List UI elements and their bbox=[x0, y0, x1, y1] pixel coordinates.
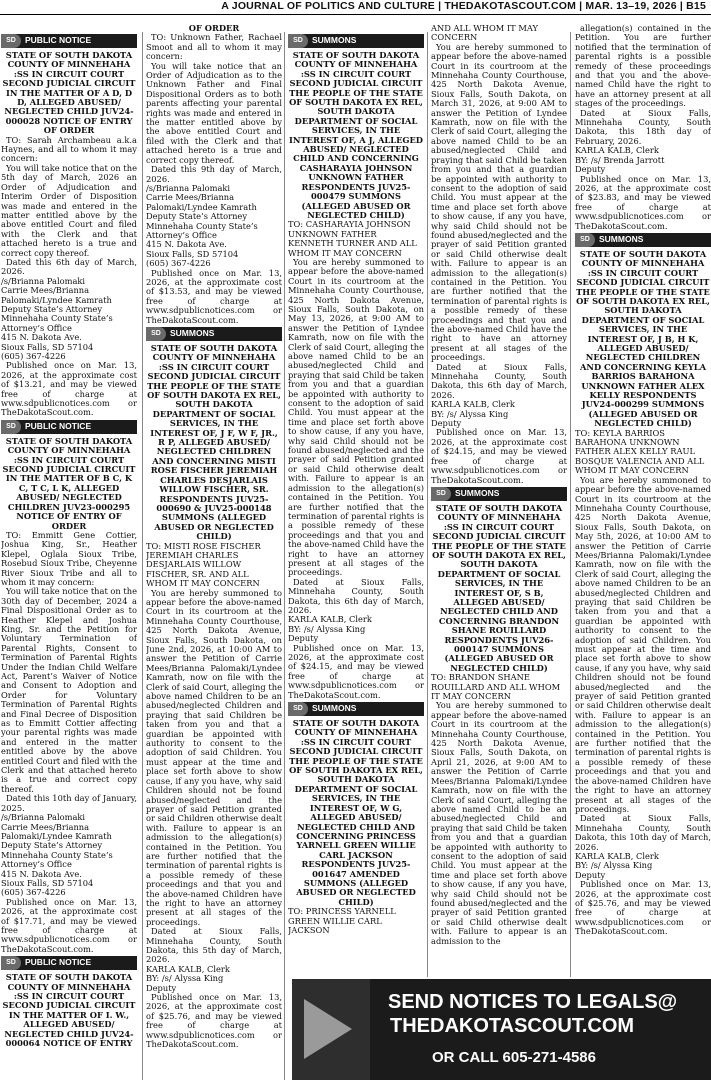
notice-caption: STATE OF SOUTH DAKOTA COUNTY OF MINNEHAHA :SS IN CIRCUIT COURT SECOND JUDICIAL CIRCUIT THE PEOPLE OF THE STATE OF SOUTH DAKOTA EX REL, SOUTH DAKOTA DEPARTMENT OF SOCIAL SERVICES, IN THE INTEREST OF, S B, ALLEGED ABUSED/ NEGLECTED CHILD AND CONCERNING BRANDON SHANE ROUILLARD RESPONDENTS JUV26-000147 SUMMONS (ALLEGED ABUSED OR NEGLECTED CHILD) bbox=[432, 502, 566, 673]
header-text: A JOURNAL OF POLITICS AND CULTURE | THEDAKOTASCOUT.COM | MAR. 13–19, 2026 | B15 bbox=[221, 0, 706, 12]
notice-caption: STATE OF SOUTH DAKOTA COUNTY OF MINNEHAHA :SS IN CIRCUIT COURT SECOND JUDICIAL CIRCUIT IN THE MATTER OF B C, K C, T C, L K, ALLEGED ABUSED/ NEGLECTED CHILDREN JUV23-000295 NOTICE OF ENTRY OF ORDER bbox=[2, 435, 136, 531]
notice-recipients: TO: BRANDON SHANE ROUILLARD AND ALL WHOM IT MAY CONCERN bbox=[431, 672, 561, 702]
column-rule bbox=[284, 32, 285, 1080]
ad-line-phone: OR CALL 605-271-4586 bbox=[432, 1049, 596, 1066]
public-notice-header: SD PUBLIC NOTICE bbox=[1, 34, 137, 48]
column-4 bbox=[431, 24, 567, 979]
arrow-icon bbox=[292, 979, 370, 1080]
seal-icon: SD bbox=[1, 956, 21, 970]
seal-icon: SD bbox=[288, 702, 308, 716]
notice-body: You are hereby summoned to appear before the above-named Court in its courtroom at the Minnehaha County Courthouse, 425 North Dakota Avenue, Sioux Falls, South Dakota, on May 13, 2026, at 9:00 AM to answer the Petition of Lyndee Kamrath, now on file with the Clerk of said Court, alleging the above named Child to be an abused/neglected Child and praying that said Child be taken from you and that a guardian be appointed with authority to consent to the adoption of said Child. You must appear at the time and place set forth above to show cause, if any you have, why said Child should not be found abused/neglected and the prayer of said Petition granted or said Child otherwise dealt with. Failure to appear is an admission to the allegation(s) contained in the Petition. You are further notified that the termination of parental rights is a possible remedy of these proceedings and that you and the above-named Child have the right to have an attorney present at all stages of the proceedings. Dated at Sioux Falls, Minnehaha County, South Dakota, this 6th day of March, 2026. KARLA KALB, Clerk BY: /s/ Alyssa King Deputy Published once on Mar. 13, 2026, at the approximate cost of $24.15, and may be viewed free of charge at www.sdpublicnotices.com or TheDakotaScout.com. bbox=[288, 256, 424, 700]
column-2 bbox=[146, 24, 282, 1070]
seal-icon: SD bbox=[431, 487, 451, 501]
notice-recipients: TO: MISTI ROSE FISCHER JEREMIAH CHARLES DESJARLAIS WILLOW FISCHER, SR. AND ALL WHOM IT MAY CONCERN bbox=[146, 540, 261, 589]
notice-body: TO: Unknown Father, Rachael Smoot and all to whom it may concern: You will take notice that an Order of Adjudication as to the Unknown Father and Final Dispositional Orders as to both parents affecting your parental rights was made and entered in the matter entitled above by the above entitled Court and filed with the Clerk and that attached hereto is a true and correct copy thereof. Dated this 9th day of March, 2026. /s/Brianna Palomaki Carrie Mees/Brianna Palomaki/Lyndee Kamrath Deputy State’s Attorney Minnehaha County State’s Attorney’s Office 415 N. Dakota Ave. Sioux Falls, SD 57104 (605) 367-4226 Published once on Mar. 13, 2026, at the approximate cost of $13.53, and may be viewed free of charge at www.sdpublicnotices.com or TheDakotaScout.com. bbox=[146, 32, 282, 325]
seal-icon: SD bbox=[1, 34, 21, 48]
summons-header: SD SUMMONS bbox=[288, 34, 424, 48]
column-5 bbox=[575, 24, 711, 979]
column-rule bbox=[427, 32, 428, 977]
notice-recipients: TO: KEYLA BARRIOS BARAHONA UNKNOWN FATHER ALEX KELLY RAUL BOSQUE VALENCIA AND ALL WHOM IT MAY CONCERN bbox=[575, 427, 705, 476]
summons-header: SD SUMMONS bbox=[431, 487, 567, 501]
notice-body: You are hereby summoned to appear before the above-named Court in its courtroom at the Minnehaha County Courthouse, 425 North Dakota Avenue, Sioux Falls, South Dakota, on May 5th, 2026, at 10:00 AM to answer the Petition of Carrie Mees/Brianna Palomaki/Lyndee Kamrath, now on file with the Clerk of said Court, alleging the above named Children to be an abused/neglected Children and praying that said Children be taken from you and that a guardian be appointed with authority to consent to the adoption of said Children. You must appear at the time and place set forth above to show cause, if any you have, why said Children should not be found abused/neglected and the prayer of said Petition granted or said Children otherwise dealt with. Failure to appear is an admission to the allegation(s) contained in the Petition. You are further notified that the termination of parental rights is a possible remedy of these proceedings and that you and the above-named Children have the right to have an attorney present at all stages of the proceedings. Dated at Sioux Falls, Minnehaha County, South Dakota, this 10th day of March, 2026. KARLA KALB, Clerk BY: /s/ Alyssa King Deputy Published once on Mar. 13, 2026, at the approximate cost of $25.76, and may be viewed free of charge at www.sdpublicnotices.com or TheDakotaScout.com. bbox=[575, 474, 711, 937]
column-1 bbox=[1, 32, 137, 1078]
summons-header: SD SUMMONS bbox=[288, 702, 424, 716]
seal-icon: SD bbox=[288, 34, 308, 48]
notice-body: allegation(s) contained in the Petition. You are further notified that the termination of parental rights is a possible remedy of these proceedings and that you and the above-named Child have the right to have an attorney present at all stages of the proceedings. Dated at Sioux Falls, Minnehaha County, South Dakota, this 18th day of February, 2026. KARLA KALB, Clerk BY: /s/ Brenda Jarrott Deputy Published once on Mar. 13, 2026, at the approximate cost of $23.83, and may be viewed free of charge at www.sdpublicnotices.com or TheDakotaScout.com. bbox=[575, 24, 711, 231]
notice-body: You are hereby summoned to appear before the above-named Court in its courtroom at the Minnehaha County Courthouse, 425 North Dakota Avenue, Sioux Falls, South Dakota, on June 2nd, 2026, at 10:00 AM to answer the Petition of Carrie Mees/Brianna Palomaki/Lyndee Kamrath, now on file with the Clerk of said Court, alleging the above named Children to be an abused/neglected Children and praying that said Children be taken from you and that a guardian be appointed with authority to consent to the adoption of said Children. You must appear at the time and place set forth above to show cause, if any you have, why said Children should not be found abused/neglected and the prayer of said Petition granted or said Children otherwise dealt with. Failure to appear is an admission to the allegation(s) contained in the Petition. You are further notified that the termination of parental rights is a possible remedy of these proceedings and that you and the above-named Children have the right to have an attorney present at all stages of the proceedings. Dated at Sioux Falls, Minnehaha County, South Dakota, this 5th day of March, 2026. KARLA KALB, Clerk BY: /s/ Alyssa King Deputy Published once on Mar. 13, 2026, at the approximate cost of $25.76, and may be viewed free of charge at www.sdpublicnotices.com or TheDakotaScout.com. bbox=[146, 587, 282, 1050]
notice-recipients: TO: PRINCESS YARNELL GREEN WILLIE CARL JACKSON bbox=[288, 906, 396, 935]
seal-icon: SD bbox=[146, 327, 166, 341]
notice-caption: STATE OF SOUTH DAKOTA COUNTY OF MINNEHAHA :SS IN CIRCUIT COURT SECOND JUDICIAL CIRCUIT THE PEOPLE OF THE STATE OF SOUTH DAKOTA EX REL, SOUTH DAKOTA DEPARTMENT OF SOCIAL SERVICES, IN THE INTEREST OF, J F, W F, JR., R P, ALLEGED ABUSED/ NEGLECTED CHILDREN AND CONCERNING MISTI ROSE FISCHER JEREMIAH CHARLES DESJARLAIS WILLOW FISCHER, SR. RESPONDENTS JUV25-000690 & JUV25-000148 SUMMONS (ALLEGED ABUSED OR NEGLECTED CHILD) bbox=[147, 343, 281, 542]
ad-line-email-2: THEDAKOTASCOUT.COM bbox=[390, 1015, 635, 1037]
summons-header: SD SUMMONS bbox=[575, 233, 711, 247]
notice-recipients: TO: CASHARAYIA JOHNSON UNKNOWN FATHER KENNETH TURNER AND ALL WHOM IT MAY CONCERN bbox=[288, 219, 417, 258]
notice-caption: STATE OF SOUTH DAKOTA COUNTY OF MINNEHAHA :SS IN CIRCUIT COURT SECOND JUDICIAL CIRCUIT IN THE MATTER OF A D, D D, ALLEGED ABUSED/ NEGLECTED CHILD JUV24-000028 NOTICE OF ENTRY OF ORDER bbox=[2, 50, 136, 136]
notice-body: You are hereby summoned to appear before the above-named Court in its courtroom at the Minnehaha County Courthouse, 425 North Dakota Avenue, Sioux Falls, South Dakota, on April 21, 2026, at 9:00 AM to answer the Petition of Carrie Mees/Brianna Palomaki/Lyndee Kamrath, now on file with the Clerk of said Court, alleging the above named Child to be an abused/neglected Child and praying that said Child be taken from you and that a guardian be appointed with authority to consent to the adoption of said Child. You must appear at the time and place set forth above to show cause, if any you have, why said Child should not be found abused/neglected and the prayer of said Petition granted or said Child otherwise dealt with. Failure to appear is an admission to the bbox=[431, 700, 567, 946]
column-rule bbox=[142, 32, 143, 1080]
seal-icon: SD bbox=[575, 233, 595, 247]
public-notice-header: SD PUBLIC NOTICE bbox=[1, 420, 137, 434]
column-rule bbox=[570, 32, 571, 977]
notice-body: TO: Sarah Archambeau a.k.a Haynes, and all to whom it may concern: You will take notice that on the 5th day of March, 2026 an Order of Adjudication and Interim Order of Disposition was made and entered in the matter entitled above by the above entitled Court and filed with the Clerk and that attached hereto is a true and correct copy thereof. Dated this 6th day of March, 2026. /s/Brianna Palomaki Carrie Mees/Brianna Palomaki/Lyndee Kamrath Deputy State’s Attorney Minnehaha County State’s Attorney’s Office 415 N. Dakota Ave. Sioux Falls, SD 57104 (605) 367-4226 Published once on Mar. 13, 2026, at the approximate cost of $13.21, and may be viewed free of charge at www.sdpublicnotices.com or TheDakotaScout.com. bbox=[1, 134, 137, 418]
public-notice-header: SD PUBLIC NOTICE bbox=[1, 956, 137, 970]
notice-caption: OF ORDER bbox=[188, 24, 240, 33]
page-header bbox=[0, 0, 711, 15]
notice-caption: STATE OF SOUTH DAKOTA COUNTY OF MINNEHAHA :SS IN CIRCUIT COURT SECOND JUDICIAL CIRCUIT THE PEOPLE OF THE STATE OF SOUTH DAKOTA EX REL, SOUTH DAKOTA DEPARTMENT OF SOCIAL SERVICES, IN THE INTEREST OF, A J, ALLEGED ABUSED/ NEGLECTED CHILD AND CONCERNING CASHARAYIA JOHNSON UNKNOWN FATHER RESPONDENTS JUV25-000479 SUMMONS (ALLEGED ABUSED OR NEGLECTED CHILD) bbox=[288, 50, 424, 220]
column-3 bbox=[288, 32, 424, 1078]
summons-header: SD SUMMONS bbox=[146, 327, 282, 341]
notice-caption: STATE OF SOUTH DAKOTA COUNTY OF MINNEHAHA :SS IN CIRCUIT COURT SECOND JUDICIAL CIRCUIT IN THE MATTER OF I. W., ALLEGED ABUSED/ NEGLECTED CHILD JUV24-000064 NOTICE OF ENTRY bbox=[2, 972, 136, 1049]
send-notices-ad bbox=[292, 979, 711, 1080]
seal-icon: SD bbox=[1, 420, 21, 434]
notice-body: AND ALL WHOM IT MAY CONCERN You are hereby summoned to appear before the above-named Court in its courtroom at the Minnehaha County Courthouse, 425 North Dakota Avenue, Sioux Falls, South Dakota, on March 31, 2026, at 9:00 AM to answer the Petition of Lyndee Kamrath, now on file with the Clerk of said Court, alleging the above named Child to be an abused/neglected Child and praying that said Child be taken from you and that a guardian be appointed with authority to consent to the adoption of said Child. You must appear at the time and place set forth above to show cause, if any you have, why said Child should not be found abused/neglected and the prayer of said Petition granted or said Child otherwise dealt with. Failure to appear is an admission to the allegation(s) contained in the Petition. You are further notified that the termination of parental rights is a possible remedy of these proceedings and that you and the above-named Child have the right to have an attorney present at all stages of the proceedings. Dated at Sioux Falls, Minnehaha County, South Dakota, this 6th day of March, 2026. KARLA KALB, Clerk BY: /s/ Alyssa King Deputy Published once on Mar. 13, 2026, at the approximate cost of $24.15, and may be viewed free of charge at www.sdpublicnotices.com or TheDakotaScout.com. bbox=[431, 24, 567, 485]
notice-body: TO: Emmitt Gene Cottier, Joshua King, Sr., Heather Klepel, Oglala Sioux Tribe, Rosebud Sioux Tribe, Cheyenne River Sioux Tribe and all to whom it may concern: You will take notice that on the 30th day of December, 2024 a Final Dispositional Order as to Heather Klepel and Joshua King, Sr. and the Petition for Voluntary Termination of Parental Rights, Consent to Termination of Parental Rights Under the Indian Child Welfare Act, Parent’s Waiver of Notice and Consent to Adoption and Order for Voluntary Termination of Parental Rights and Final Decree of Disposition as to Emmitt Cottier affecting your parental rights was made and entered in the matter entitled above by the above entitled Court and filed with the Clerk and that attached hereto is a true and correct copy thereof. Dated this 10th day of January, 2025. /s/Brianna Palomaki Carrie Mees/Brianna Palomaki/Lyndee Kamrath Deputy State’s Attorney Minnehaha County State’s Attorney’s Office 415 N. Dakota Ave. Sioux Falls, SD 57104 (605) 367-4226 Published once on Mar. 13, 2026, at the approximate cost of $17.71, and may be viewed free of charge at www.sdpublicnotices.com or TheDakotaScout.com. bbox=[1, 529, 137, 954]
ad-line-email-1: SEND NOTICES TO LEGALS@ bbox=[388, 991, 678, 1013]
notice-caption: STATE OF SOUTH DAKOTA COUNTY OF MINNEHAHA :SS IN CIRCUIT COURT SECOND JUDICIAL CIRCUIT THE PEOPLE OF THE STATE OF SOUTH DAKOTA EX REL, SOUTH DAKOTA DEPARTMENT OF SOCIAL SERVICES, IN THE INTEREST OF, J B, H K, ALLEGED ABUSED/ NEGLECTED CHILDREN AND CONCERNING KEYLA BARRIOS BARAHONA UNKNOWN FATHER ALEX KELLY RESPONDENTS JUV24-000299 SUMMONS (ALLEGED ABUSED OR NEGLECTED CHILD) bbox=[576, 248, 710, 429]
notice-caption: STATE OF SOUTH DAKOTA COUNTY OF MINNEHAHA :SS IN CIRCUIT COURT SECOND JUDICIAL CIRCUIT THE PEOPLE OF THE STATE OF SOUTH DAKOTA EX REL, SOUTH DAKOTA DEPARTMENT OF SOCIAL SERVICES, IN THE INTEREST OF, W G, ALLEGED ABUSED/ NEGLECTED CHILD AND CONCERNING PRINCESS YARNELL GREEN WILLIE CARL JACKSON RESPONDENTS JUV25-001647 AMENDED SUMMONS (ALLEGED ABUSED OR NEGLECTED CHILD) bbox=[289, 718, 423, 907]
